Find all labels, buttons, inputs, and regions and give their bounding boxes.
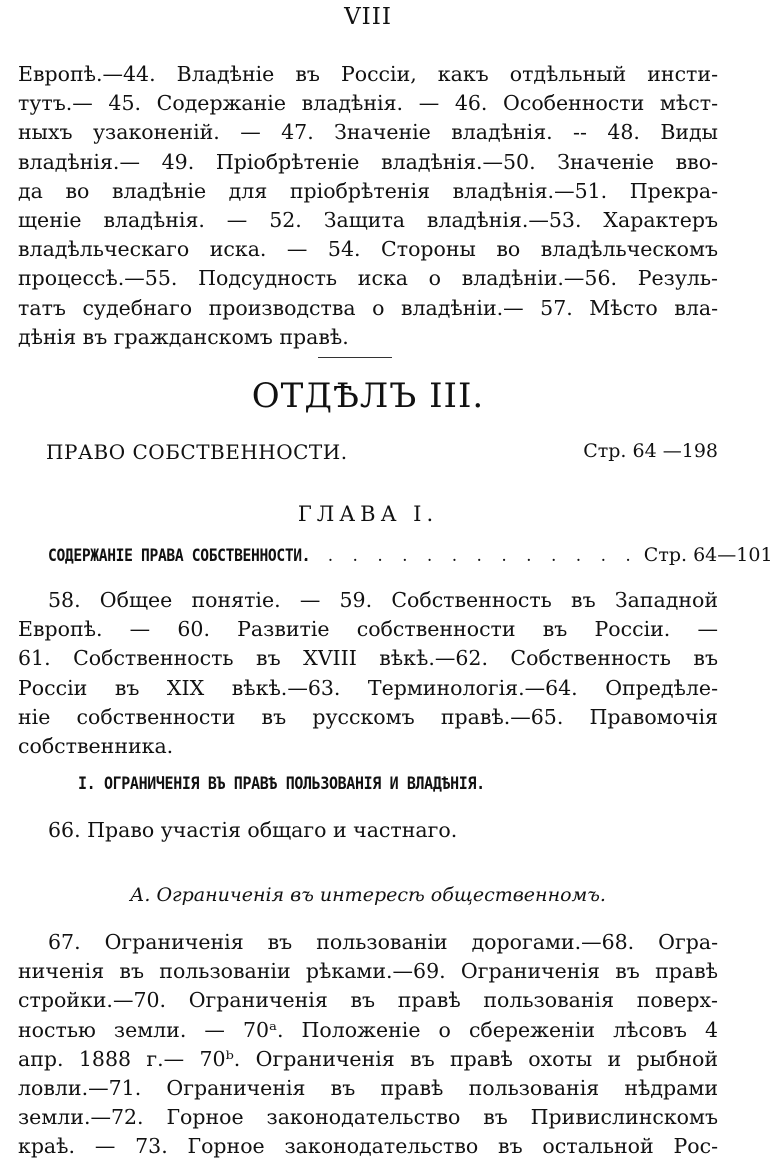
text-line: стройки.—70. Ограниченія въ правѣ пользованія поверх- [18, 988, 718, 1013]
part-heading-row [46, 440, 718, 464]
text-line: да во владѣніе для пріобрѣтенія владѣнія.—51. Прекра- [18, 178, 718, 203]
text-line: 66. Право участія общаго и частнаго. [48, 818, 458, 842]
toc-entry-pages: Стр. 64—101 [643, 544, 773, 566]
page-number: VIII [344, 4, 392, 30]
paragraph-contents-66 [18, 816, 718, 845]
text-line: ностью земли. — 70ᵃ. Положеніе о сбереженіи лѣсовъ 4 [18, 1017, 718, 1042]
text-line: ловли.—71. Ограниченія въ правѣ пользованія нѣдрами [18, 1076, 718, 1101]
toc-entry-title: СОДЕРЖАНІЕ ПРАВА СОБСТВЕННОСТИ. [48, 546, 311, 566]
paragraph-contents-44-57 [18, 60, 718, 352]
section-divider [318, 357, 392, 358]
text-line: Россіи въ XIX вѣкѣ.—63. Терминологія.—64. Опредѣле- [18, 675, 718, 700]
subsection-heading: I. ОГРАНИЧЕНІЯ ВЪ ПРАВѢ ПОЛЬЗОВАНІЯ И ВЛАДѢНІЯ. [78, 774, 485, 794]
toc-entry [48, 544, 773, 566]
text-line: апр. 1888 г.— 70ᵇ. Ограниченія въ правѣ охоты и рыбной [18, 1046, 718, 1071]
part-title: ПРАВО СОБСТВЕННОСТИ. [46, 440, 348, 464]
chapter-heading: ГЛАВА I. [297, 502, 439, 526]
text-line: 61. Собственность въ XVIII вѣкѣ.—62. Собственность въ [18, 646, 718, 671]
section-title: ОТДѢЛЪ III. [251, 376, 485, 416]
text-line: Европѣ. — 60. Развитіе собственности въ Россіи. — [18, 617, 718, 642]
text-line: земли.—72. Горное законодательство въ Привислинскомъ [18, 1105, 718, 1130]
text-line: татъ судебнаго производства о владѣніи.— 57. Мѣсто вла- [18, 295, 718, 320]
text-line: ниченія въ пользованіи рѣками.—69. Ограниченія въ правѣ [18, 959, 718, 984]
text-line: владѣльческаго иска. — 54. Стороны во владѣльческомъ [18, 237, 718, 262]
text-line: Европѣ.—44. Владѣніе въ Россіи, какъ отдѣльный инсти- [18, 62, 718, 86]
text-line: владѣнія.— 49. Пріобрѣтеніе владѣнія.—50. Значеніе вво- [18, 149, 718, 174]
text-line: щеніе владѣнія. — 52. Защита владѣнія.—53. Характеръ [18, 208, 718, 233]
text-line: ныхъ узаконеній. — 47. Значеніе владѣнія. -- 48. Виды [18, 120, 718, 145]
text-line: ніе собственности въ русскомъ правѣ.—65. Правомочія [18, 704, 718, 729]
paragraph-contents-58-65 [18, 586, 718, 761]
toc-leader-dots: . . . . . . . . . . . . . . [302, 546, 638, 566]
text-line: процессѣ.—55. Подсудность иска о владѣніи.—56. Резуль- [18, 266, 718, 291]
part-page-range: Стр. 64 —198 [583, 440, 718, 462]
subsubsection-heading: А. Ограниченія въ интересѣ общественномъ. [130, 884, 606, 906]
text-line: дѣнія въ гражданскомъ правѣ. [18, 324, 349, 349]
text-line: краѣ. — 73. Горное законодательство въ остальной Рос- [18, 1134, 718, 1159]
book-page [18, 0, 773, 1159]
text-line: 67. Ограниченія въ пользованіи дорогами.—68. Огра- [48, 930, 718, 954]
text-line: 58. Общее понятіе. — 59. Собственность въ Западной [48, 588, 718, 612]
text-line: тутъ.— 45. Содержаніе владѣнія. — 46. Особенности мѣст- [18, 91, 718, 116]
text-line: собственника. [18, 734, 174, 759]
paragraph-contents-67-73 [18, 928, 718, 1162]
